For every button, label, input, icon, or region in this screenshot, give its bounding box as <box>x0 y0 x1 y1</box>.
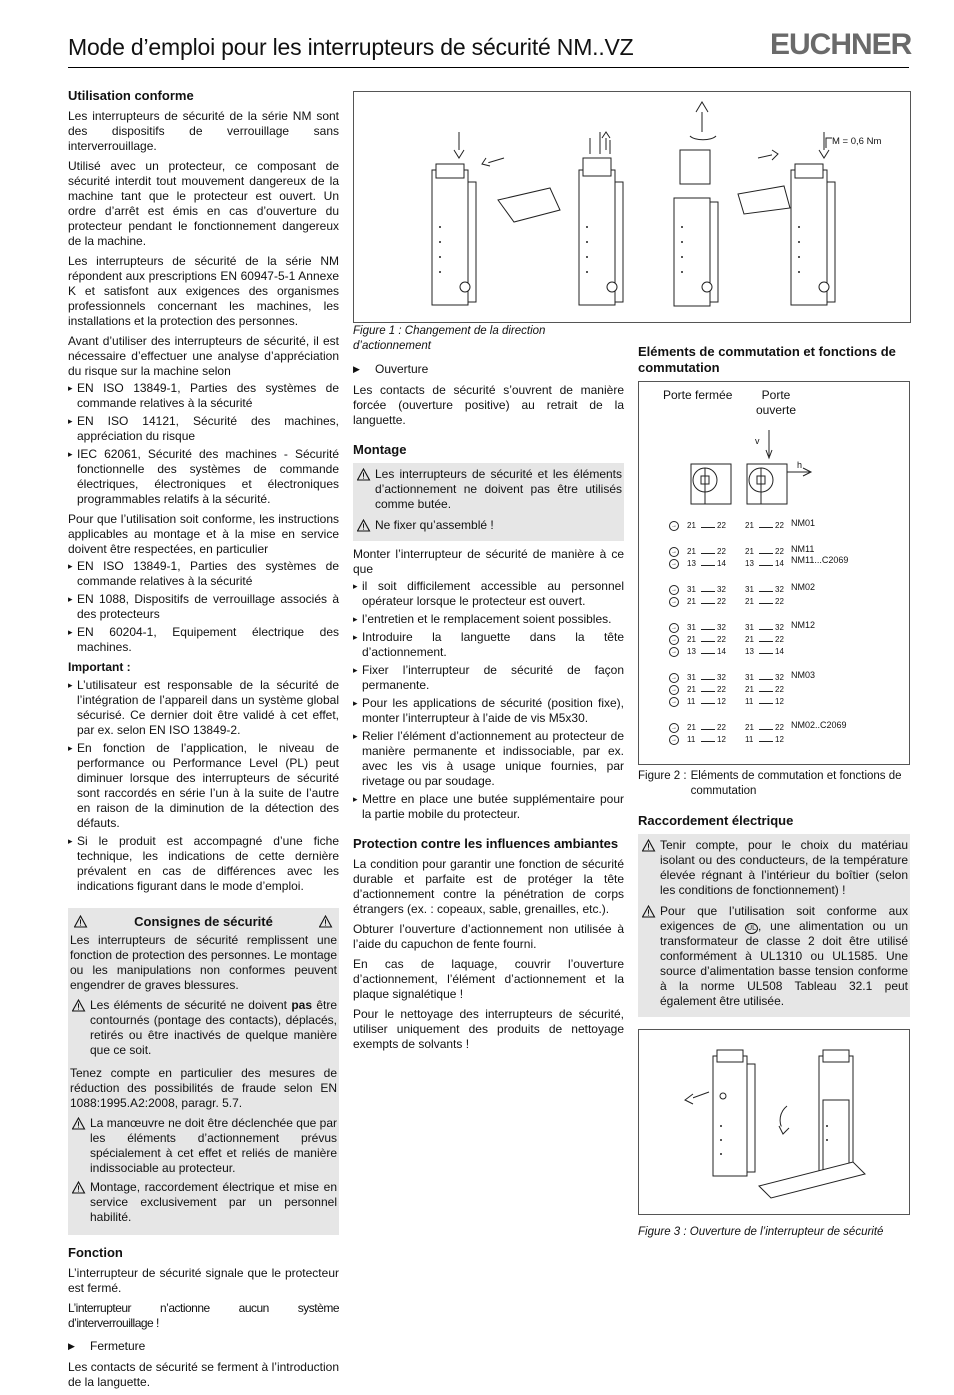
list-item: ▸ En fonction de l’application, le niveau de performance ou Performance Level (PL) peut diminuer lorsque des interrupteurs de sécurité sont raccordés en série l’un à la suite de l’autre en raison de la diminution de la détection des défauts. <box>68 741 339 831</box>
contact-row <box>639 684 909 696</box>
terminal-number: 21 <box>687 597 696 606</box>
contact-line <box>701 591 715 592</box>
standards-list <box>68 381 339 507</box>
terminal-number: 31 <box>745 585 754 594</box>
paragraph: Les contacts de sécurité s’ouvrent de manière forcée (ouverture positive) au retrait de la languette. <box>353 383 624 427</box>
terminal-number: 32 <box>717 623 726 632</box>
contact-symbol-icon: → <box>671 587 677 593</box>
terminal-number: 13 <box>687 647 696 656</box>
variant-name: NM11 NM11...C2069 <box>791 544 849 565</box>
contact-line <box>701 603 715 604</box>
warning-icon <box>72 1181 86 1194</box>
list-item: ▸ EN ISO 13849-1, Parties des systèmes de commande relatives à la sécurité <box>68 381 339 411</box>
terminal-number: 14 <box>717 647 726 656</box>
terminal-number: 21 <box>687 723 696 732</box>
terminal-number: 11 <box>687 735 696 744</box>
terminal-number: 12 <box>717 735 726 744</box>
warning-icon <box>642 905 656 918</box>
list-item: ▸ Pour les applications de sécurité (position fixe), monter l’interrupteur à l’aide de vis M5x30. <box>353 696 624 726</box>
contact-line <box>701 641 715 642</box>
section-heading-protection: Protection contre les influences ambiantes <box>353 836 619 851</box>
contact-line <box>759 603 773 604</box>
list-item: ▸ EN 1088, Dispositifs de verrouillage associés à des protecteurs <box>68 592 339 622</box>
terminal-number: 31 <box>745 623 754 632</box>
variant-name: NM03 <box>791 670 816 680</box>
section-heading-raccordement: Raccordement électrique <box>638 813 794 828</box>
terminal-number: 12 <box>775 697 784 706</box>
contact-line <box>701 527 715 528</box>
contact-line <box>701 553 715 554</box>
terminal-number: 22 <box>717 723 726 732</box>
paragraph: En cas de laquage, couvrir l’ouverture d’actionnement, l’élément d’actionnement et la plaque signalétique ! <box>353 957 624 1001</box>
contact-row <box>639 520 909 532</box>
terminal-number: 22 <box>775 685 784 694</box>
terminal-number: 22 <box>775 597 784 606</box>
contact-line <box>759 653 773 654</box>
terminal-number: 11 <box>687 697 696 706</box>
variant-name: NM12 <box>791 620 816 630</box>
contact-row <box>639 722 909 734</box>
paragraph: L’interrupteur de sécurité signale que le protecteur est fermé. <box>68 1266 339 1295</box>
terminal-number: 14 <box>775 559 784 568</box>
warning-icon <box>72 999 86 1012</box>
figure-1 <box>353 91 911 323</box>
terminal-number: 13 <box>687 559 696 568</box>
important-label: Important : <box>68 660 131 674</box>
paragraph: Utilisé avec un protecteur, ce composant de sécurité interdit tout mouvement dangereux de la machine tant que le protecteur est ouvert. Un ordre d’arrêt est émis en cas d’ouverture du protecteur pendant le fonctionnement dangereux de la machine. <box>68 159 339 248</box>
safety-title: Consignes de sécurité <box>134 914 273 929</box>
safety-box <box>68 908 339 1235</box>
contact-symbol-icon: → <box>671 675 677 681</box>
warning-icon <box>319 915 333 928</box>
warning-note: Tenir compte, pour le choix du matériau isolant ou des conducteurs, de la température élevée régnant à l’intérieur du boîtier (selon les conditions de fonctionnement) ! <box>640 838 908 898</box>
terminal-number: 21 <box>687 685 696 694</box>
contact-line <box>759 703 773 704</box>
terminal-number: 12 <box>717 697 726 706</box>
section-heading-use: Utilisation conforme <box>68 88 194 103</box>
switch-opening-illustration <box>639 1030 909 1214</box>
warning-note: Montage, raccordement électrique et mise en service exclusivement par un personnel habilité. <box>70 1180 337 1225</box>
list-item: ▸ l’entretien et le remplacement soient possibles. <box>353 612 624 627</box>
terminal-number: 14 <box>717 559 726 568</box>
contact-line <box>701 629 715 630</box>
warning-note: Les éléments de sécurité ne doivent pas être contournés (pontage des contacts), déplacés, retirés ou être inactivés de quelque manière que ce soit. <box>70 998 337 1058</box>
column-left <box>68 88 339 1395</box>
contact-line <box>759 641 773 642</box>
paragraph: Pour le nettoyage des interrupteurs de sécurité, utiliser uniquement des produits de nettoyage exempts de solvants ! <box>353 1007 624 1051</box>
list-item: ▸ il soit difficilement accessible au personnel opérateur lorsque le protecteur est ouvert. <box>353 579 624 609</box>
contact-line <box>759 565 773 566</box>
contact-line <box>759 729 773 730</box>
terminal-number: 21 <box>745 685 754 694</box>
figure-3 <box>638 1029 910 1215</box>
terminal-number: 21 <box>745 521 754 530</box>
figure-2 <box>638 381 910 765</box>
contact-symbol-icon: → <box>671 549 677 555</box>
terminal-number: 22 <box>717 635 726 644</box>
figure-1-caption: Figure 1 : Changement de la direction d’actionnement <box>353 325 546 352</box>
safety-box-header <box>70 912 337 933</box>
terminal-number: 21 <box>745 547 754 556</box>
paragraph: Les interrupteurs de sécurité remplissent une fonction de protection des personnes. Le montage ou les manipulations non conformes peuvent engendrer de graves blessures. <box>70 933 337 992</box>
warning-icon <box>74 915 88 928</box>
terminal-number: 11 <box>745 697 754 706</box>
header-rule <box>68 67 909 68</box>
contact-line <box>759 591 773 592</box>
contact-symbol-icon: → <box>671 649 677 655</box>
contact-symbol-icon: → <box>671 523 677 529</box>
column-middle <box>353 322 624 1057</box>
terminal-number: 21 <box>745 723 754 732</box>
column-right <box>638 344 910 1248</box>
contact-line <box>701 729 715 730</box>
fermeture-label: ▶ Fermeture <box>68 1339 339 1354</box>
montage-warning-box <box>353 463 624 541</box>
section-heading-fonction: Fonction <box>68 1245 123 1260</box>
contact-line <box>759 629 773 630</box>
warning-icon <box>357 468 371 481</box>
variant-name: NM02 <box>791 582 816 592</box>
contact-line <box>759 679 773 680</box>
contact-line <box>701 741 715 742</box>
terminal-number: 21 <box>745 597 754 606</box>
list-item: ▸ EN 60204-1, Equipement électrique des machines. <box>68 625 339 655</box>
label-porte-ouverte: Porte ouverte <box>755 388 797 417</box>
contact-symbol-icon: → <box>671 625 677 631</box>
terminal-number: 31 <box>687 585 696 594</box>
actuation-direction-illustration <box>354 92 910 322</box>
terminal-number: 22 <box>775 547 784 556</box>
terminal-number: 22 <box>717 685 726 694</box>
terminal-number: 13 <box>745 559 754 568</box>
ul-mark-icon: UL <box>747 925 756 932</box>
contact-symbol-icon: → <box>671 699 677 705</box>
contact-row <box>639 596 909 608</box>
standards-list-2 <box>68 559 339 655</box>
list-item: ▸ Mettre en place une butée supplémentaire pour la partie mobile du protecteur. <box>353 792 624 822</box>
paragraph: La condition pour garantir une fonction de sécurité durable et parfaite est de protéger la tête d’actionnement contre la pénétration de corps étrangers (ex. : copeaux, sable, grenailles, etc.). <box>353 857 624 916</box>
terminal-number: 22 <box>775 723 784 732</box>
terminal-number: 22 <box>775 635 784 644</box>
contact-line <box>759 741 773 742</box>
contact-row <box>639 696 909 708</box>
list-item: ▸ EN ISO 13849-1, Parties des systèmes de commande relatives à la sécurité <box>68 559 339 589</box>
contact-row <box>639 558 909 570</box>
terminal-number: 22 <box>775 521 784 530</box>
terminal-number: 32 <box>775 623 784 632</box>
terminal-number: 21 <box>687 547 696 556</box>
contact-line <box>759 691 773 692</box>
list-item: ▸ Si le produit est accompagné d’une fiche technique, les indications de cette dernière prévalent en cas de différences avec les indications figurant dans le mode d’emploi. <box>68 834 339 894</box>
terminal-number: 31 <box>687 673 696 682</box>
contact-line <box>701 565 715 566</box>
warning-note: La manœuvre ne doit être déclenchée que par les éléments d’actionnement prévus spécialement à cet effet et reliés de manière indissociable au protecteur. <box>70 1116 337 1176</box>
variant-name: NM02..C2069 <box>791 720 847 730</box>
list-item: ▸ IEC 62061, Sécurité des machines - Sécurité fonctionnelle des systèmes de commande électriques, électroniques et électroniques programmables relatifs à la sécurité. <box>68 447 339 507</box>
contact-line <box>701 691 715 692</box>
paragraph: Les contacts de sécurité se ferment à l’introduction de la languette. <box>68 1360 339 1389</box>
warning-note: Pour que l’utilisation soit conforme aux exigences de UL , une alimentation ou un transformateur de classe 2 doit être utilisé conformément à UL1310 ou UL1585. Une source d’alimentation basse tension conforme à la norme UL508 Tableau 32.1 peut également être utilisée. <box>640 904 908 1009</box>
terminal-number: 32 <box>775 673 784 682</box>
terminal-number: 31 <box>745 673 754 682</box>
paragraph: Monter l’interrupteur de sécurité de manière à ce que <box>353 547 624 576</box>
contact-row <box>639 622 909 634</box>
terminal-number: 21 <box>687 521 696 530</box>
list-item: ▸ Introduire la languette dans la tête d’actionnement. <box>353 630 624 660</box>
figure-3-caption: Figure 3 : Ouverture de l’interrupteur de sécurité <box>638 1226 884 1238</box>
list-item: ▸ Fixer l’interrupteur de sécurité de façon permanente. <box>353 663 624 693</box>
warning-note: Ne fixer qu’assemblé ! <box>355 518 622 533</box>
contact-line <box>759 553 773 554</box>
paragraph: Pour que l’utilisation soit conforme, les instructions applicables au montage et à la mise en service doivent être respectées, en particulier <box>68 512 339 556</box>
raccordement-warning-box <box>638 834 910 1017</box>
montage-list <box>353 579 624 822</box>
figure-2-caption: Figure 2 : Eléments de commutation et fonctions de commutation <box>638 770 902 797</box>
contact-row <box>639 646 909 658</box>
section-heading-elements: Eléments de commutation et fonctions de commutation <box>638 344 896 375</box>
contact-row <box>639 672 909 684</box>
paragraph: L’interrupteur n’actionne aucun système d’interverrouillage ! <box>68 1301 339 1330</box>
terminal-number: 22 <box>717 547 726 556</box>
page-title: Mode d’emploi pour les interrupteurs de sécurité NM..VZ <box>68 34 634 60</box>
terminal-number: 13 <box>745 647 754 656</box>
terminal-number: 12 <box>775 735 784 744</box>
contact-line <box>701 653 715 654</box>
terminal-number: 21 <box>745 635 754 644</box>
terminal-number: 14 <box>775 647 784 656</box>
contact-row <box>639 546 909 558</box>
terminal-number: 32 <box>775 585 784 594</box>
contact-symbol-icon: → <box>671 687 677 693</box>
terminal-number: 32 <box>717 673 726 682</box>
contact-line <box>701 703 715 704</box>
contact-row <box>639 634 909 646</box>
brand-logo: EUCHNER <box>770 28 912 61</box>
list-item: ▸ Relier l’élément d’actionnement au protecteur de manière permanente et indissociable, par ex. avec les vis à usage unique fournies, par rivetage ou par soudage. <box>353 729 624 789</box>
terminal-number: 31 <box>687 623 696 632</box>
contact-symbol-icon: → <box>671 637 677 643</box>
list-item: ▸ EN ISO 14121, Sécurité des machines, appréciation du risque <box>68 414 339 444</box>
warning-icon <box>72 1117 86 1130</box>
important-list <box>68 678 339 894</box>
terminal-number: 22 <box>717 597 726 606</box>
paragraph: Avant d’utiliser des interrupteurs de sécurité, il est nécessaire d’effectuer une analyse d’appréciation du risque sur la machine selon <box>68 334 339 378</box>
contact-symbol-icon: → <box>671 737 677 743</box>
terminal-number: 22 <box>717 521 726 530</box>
warning-note: Les interrupteurs de sécurité et les éléments d’actionnement ne doivent pas être utilisés comme butée. <box>355 467 622 512</box>
contact-line <box>701 679 715 680</box>
list-item: ▸ L’utilisateur est responsable de la sécurité de l’intégration de l’appareil dans un système global sécurisé. Ce dernier doit être validé à cet effet, par ex. selon EN ISO 13849-2. <box>68 678 339 738</box>
terminal-number: 32 <box>717 585 726 594</box>
terminal-number: 21 <box>687 635 696 644</box>
torque-label: M = 0,6 Nm <box>832 136 882 147</box>
contact-row <box>639 584 909 596</box>
paragraph: Obturer l’ouverture d’actionnement non utilisée à l’aide du capuchon de fente fourni. <box>353 922 624 951</box>
contact-symbol-icon: → <box>671 561 677 567</box>
label-h: h <box>797 460 803 470</box>
contact-symbol-icon: → <box>671 725 677 731</box>
section-heading-montage: Montage <box>353 442 407 457</box>
terminal-number: 11 <box>745 735 754 744</box>
contact-symbol-icon: → <box>671 599 677 605</box>
label-porte-fermee: Porte fermée <box>663 388 733 402</box>
label-v: v <box>755 436 760 446</box>
contact-row <box>639 734 909 746</box>
contact-line <box>759 527 773 528</box>
warning-icon <box>357 519 371 532</box>
ouverture-label: ▶ Ouverture <box>353 362 624 377</box>
variant-name: NM01 <box>791 518 816 528</box>
paragraph: Tenez compte en particulier des mesures de réduction des possibilités de fraude selon EN 1088:1995.A2:2008, paragr. 5.7. <box>70 1066 337 1110</box>
paragraph: Les interrupteurs de sécurité de la série NM répondent aux prescriptions EN 60947-5-1 Annexe K et satisfont aux exigences des organismes professionnels concernant les machines, les installations et la protection des personnes. <box>68 254 339 328</box>
warning-icon <box>642 839 656 852</box>
paragraph: Les interrupteurs de sécurité de la série NM sont des dispositifs de verrouillage sans interverrouillage. <box>68 109 339 153</box>
